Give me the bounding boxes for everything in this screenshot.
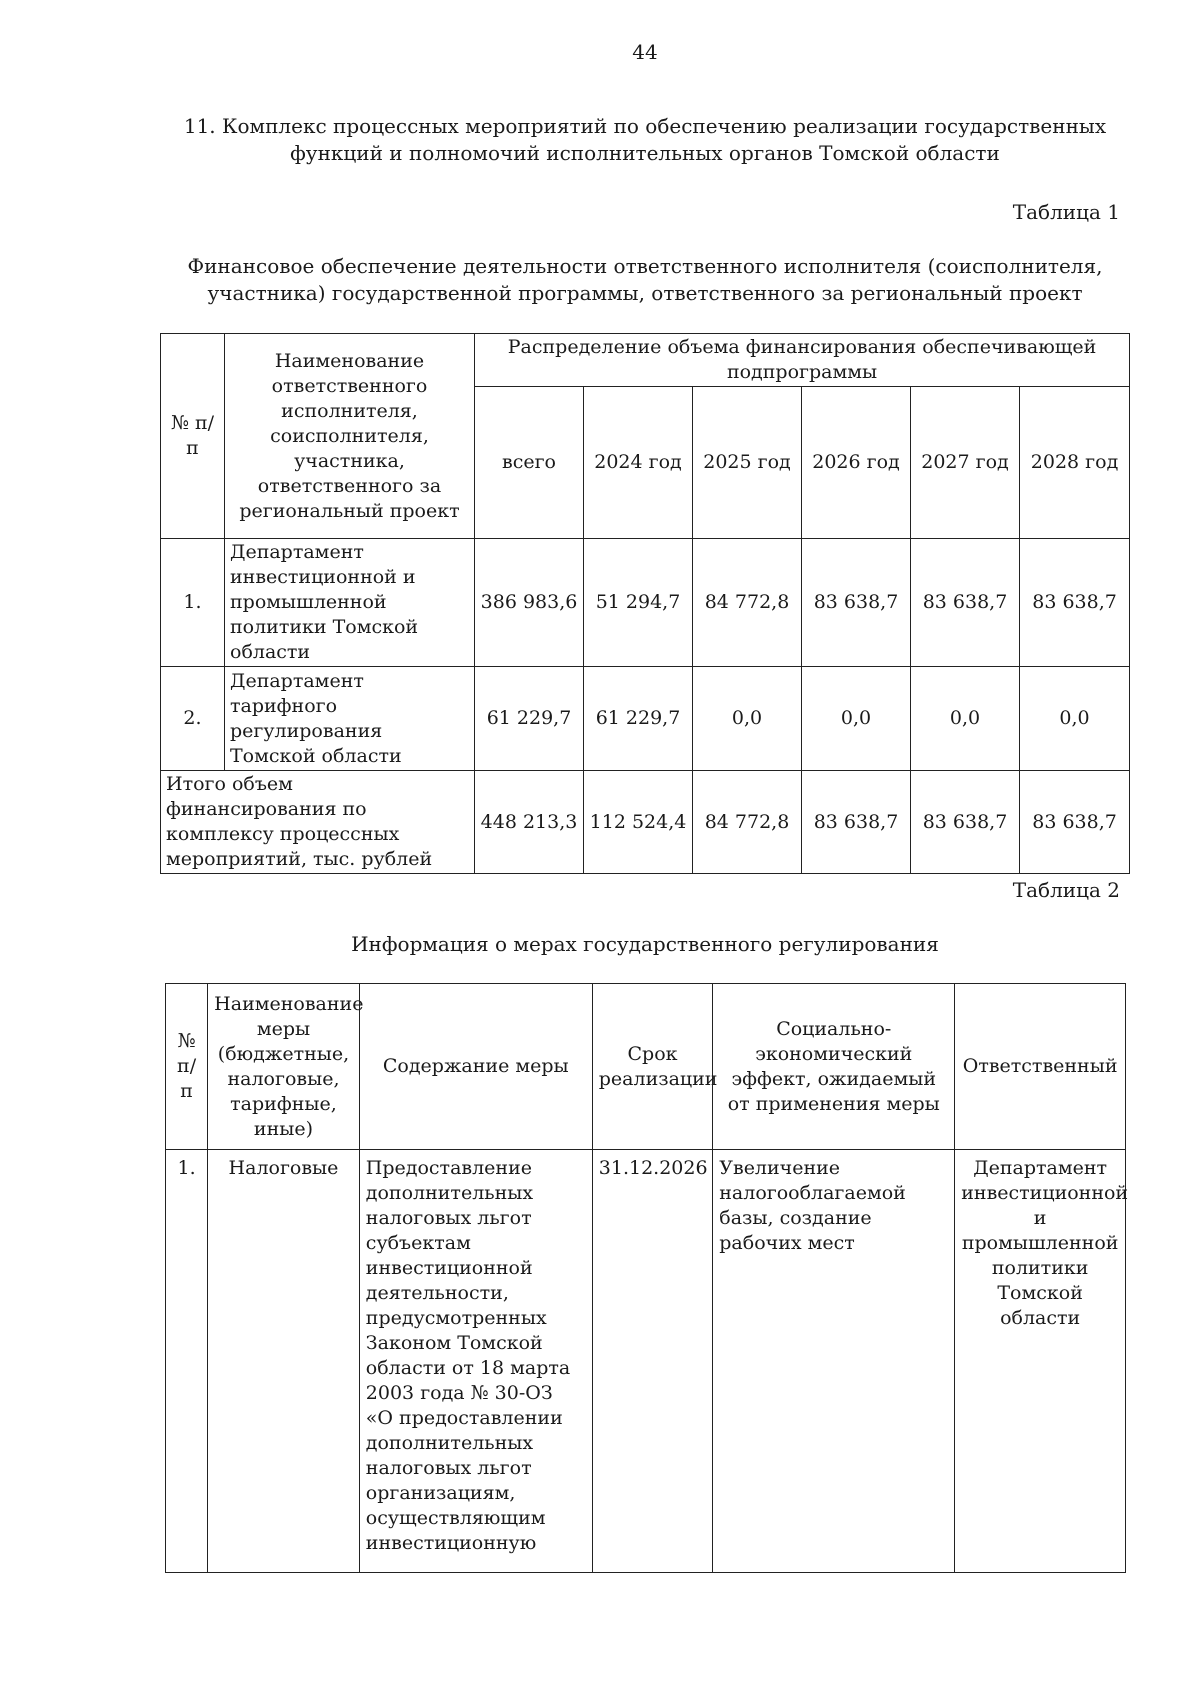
total-label: Итого объем финансирования по комплексу процессных мероприятий, тыс. рублей	[161, 771, 475, 874]
row-no: 2.	[161, 667, 225, 771]
table2-title: Информация о мерах государственного регулирования	[351, 932, 939, 956]
value-2028: 0,0	[1020, 667, 1130, 771]
measure-type: Налоговые	[208, 1150, 360, 1573]
header-year-2026: 2026 год	[802, 387, 911, 539]
total-value-all: 448 213,3	[475, 771, 584, 874]
measure-content: Предоставление дополнительных налоговых льгот субъектам инвестиционной деятельности, предусмотренных Законом Томской области от 18 марта 2003 года № 30-ОЗ «О предоставлении дополнительных налоговых льгот организациям, осуществляющим инвестиционную	[359, 1150, 592, 1573]
value-2026: 83 638,7	[802, 539, 911, 667]
value-2028: 83 638,7	[1020, 539, 1130, 667]
total-value-2024: 112 524,4	[584, 771, 693, 874]
value-2024: 51 294,7	[584, 539, 693, 667]
header-year-2025: 2025 год	[693, 387, 802, 539]
table1-title-line-1: Финансовое обеспечение деятельности ответственного исполнителя (соисполнителя,	[187, 254, 1103, 278]
row-name: Департамент тарифного регулирования Томской области	[225, 667, 475, 771]
header-year-2024: 2024 год	[584, 387, 693, 539]
value-total: 61 229,7	[475, 667, 584, 771]
page-number: 44	[632, 40, 658, 64]
header-measure-type: Наименование меры (бюджетные, налоговые, тарифные, иные)	[208, 984, 360, 1150]
section-title-line-2: функций и полномочий исполнительных органов Томской области	[290, 141, 1000, 165]
value-2027: 0,0	[911, 667, 1020, 771]
value-2026: 0,0	[802, 667, 911, 771]
table-row	[161, 667, 1130, 771]
total-row	[161, 771, 1130, 874]
table2-label: Таблица 2	[1012, 878, 1120, 902]
header-year-2028: 2028 год	[1020, 387, 1130, 539]
header-total: всего	[475, 387, 584, 539]
header-name: Наименование ответственного исполнителя, соисполнителя, участника, ответственного за региональный проект	[225, 334, 475, 539]
total-value-2026: 83 638,7	[802, 771, 911, 874]
value-2025: 0,0	[693, 667, 802, 771]
header-year-2027: 2027 год	[911, 387, 1020, 539]
header-content: Содержание меры	[359, 984, 592, 1150]
value-2024: 61 229,7	[584, 667, 693, 771]
header-effect: Социально-экономический эффект, ожидаемый от применения меры	[713, 984, 955, 1150]
header-distribution: Распределение объема финансирования обеспечивающей подпрограммы	[475, 334, 1130, 387]
value-total: 386 983,6	[475, 539, 584, 667]
header-responsible: Ответственный	[955, 984, 1126, 1150]
regulation-measures-table	[165, 983, 1129, 1573]
header-no: № п/п	[161, 334, 225, 539]
section-title	[150, 113, 1140, 167]
table1-title	[150, 253, 1140, 307]
row-no: 1.	[166, 1150, 208, 1573]
total-value-2027: 83 638,7	[911, 771, 1020, 874]
total-value-2025: 84 772,8	[693, 771, 802, 874]
section-title-line-1: 11. Комплекс процессных мероприятий по обеспечению реализации государственных	[183, 114, 1107, 138]
responsible: Департамент инвестиционной и промышленной политики Томской области	[955, 1150, 1126, 1573]
expected-effect: Увеличение налогооблагаемой базы, создание рабочих мест	[713, 1150, 955, 1573]
table1-label: Таблица 1	[1012, 200, 1120, 224]
table-row	[166, 1150, 1126, 1573]
header-deadline: Срок реализации	[592, 984, 713, 1150]
table1-title-line-2: участника) государственной программы, ответственного за региональный проект	[207, 281, 1083, 305]
value-2025: 84 772,8	[693, 539, 802, 667]
row-no: 1.	[161, 539, 225, 667]
deadline: 31.12.2026	[592, 1150, 713, 1573]
financing-table	[160, 333, 1130, 874]
value-2027: 83 638,7	[911, 539, 1020, 667]
total-value-2028: 83 638,7	[1020, 771, 1130, 874]
header-no: № п/п	[166, 984, 208, 1150]
row-name: Департамент инвестиционной и промышленной политики Томской области	[225, 539, 475, 667]
table-row	[161, 539, 1130, 667]
